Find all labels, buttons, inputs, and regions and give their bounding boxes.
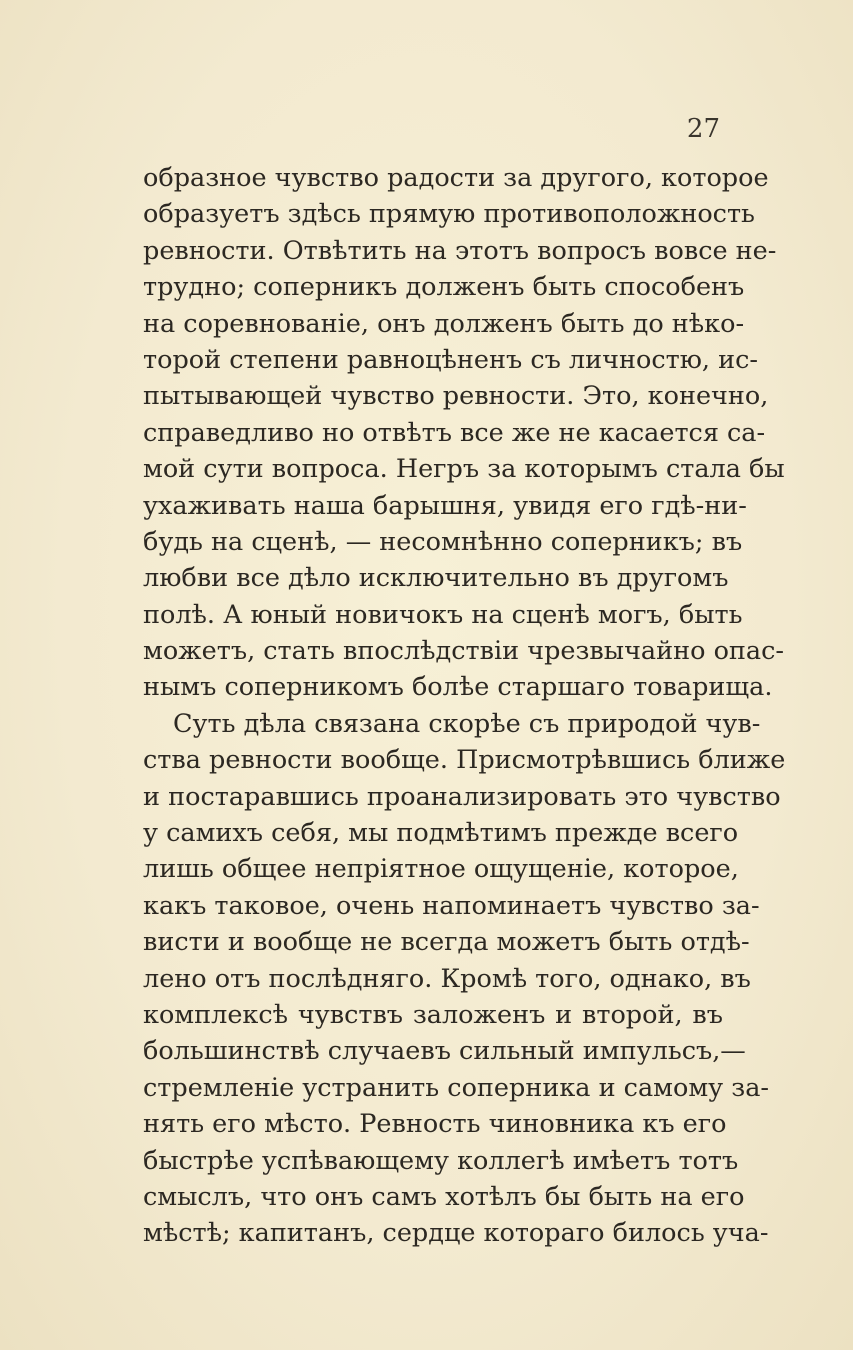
- text-line: какъ таковое, очень напоминаетъ чувство за-: [143, 890, 760, 921]
- text-line: стремленіе устранить соперника и самому за-: [143, 1072, 770, 1103]
- text-line: лишь общее непріятное ощущеніе, которое,: [143, 854, 739, 885]
- text-line: нять его мѣсто. Ревность чиновника къ его: [143, 1109, 727, 1140]
- text-line: можетъ, стать впослѣдствіи чрезвычайно опас-: [143, 636, 785, 667]
- text-line: быстрѣе успѣвающему коллегѣ имѣетъ тотъ: [143, 1145, 739, 1176]
- text-line: образное чувство радости за другого, которое: [143, 163, 769, 193]
- text-line: ухаживать наша барышня, увидя его гдѣ-ни-: [143, 490, 747, 521]
- text-line: на соревнованіе, онъ долженъ быть до нѣко-: [143, 308, 745, 339]
- text-line: полѣ. А юный новичокъ на сценѣ могъ, быть: [143, 599, 743, 630]
- text-line: и постаравшись проанализировать это чувство: [143, 781, 781, 812]
- text-line: большинствѣ случаевъ сильный импульсъ,—: [143, 1036, 746, 1067]
- text-line: справедливо но отвѣтъ все же не касается са-: [143, 417, 766, 448]
- text-line: торой степени равноцѣненъ съ личностю, ис-: [143, 344, 759, 375]
- text-line: трудно; соперникъ долженъ быть способенъ: [143, 272, 745, 303]
- text-line: ревности. Отвѣтить на этотъ вопросъ вовсе не-: [143, 235, 777, 266]
- text-line: комплексѣ чувствъ заложенъ и второй, въ: [143, 999, 723, 1030]
- text-line: у самихъ себя, мы подмѣтимъ прежде всего: [143, 818, 739, 849]
- text-line: мой сути вопроса. Негръ за которымъ стала бы: [143, 454, 785, 485]
- text-line: Суть дѣла связана скорѣе съ природой чув-: [173, 708, 761, 739]
- body-text: [143, 160, 786, 1252]
- text-line: любви все дѣло исключительно въ другомъ: [143, 563, 729, 594]
- text-line: висти и вообще не всегда можетъ быть отдѣ-: [143, 927, 750, 958]
- text-line: нымъ соперникомъ болѣе старшаго товарища.: [143, 672, 773, 703]
- text-line: будь на сценѣ, — несомнѣнно соперникъ; въ: [143, 526, 743, 557]
- text-line: мѣстѣ; капитанъ, сердце котораго билось уча-: [143, 1218, 769, 1249]
- text-line: смыслъ, что онъ самъ хотѣлъ бы быть на его: [143, 1181, 745, 1212]
- page-number: 27: [686, 114, 720, 144]
- text-line: образуетъ здѣсь прямую противоположность: [143, 199, 755, 230]
- text-line: пытывающей чувство ревности. Это, конечно,: [143, 381, 769, 412]
- text-line: лено отъ послѣдняго. Кромѣ того, однако, въ: [143, 963, 751, 994]
- text-line: ства ревности вообще. Присмотрѣвшись ближе: [143, 745, 786, 776]
